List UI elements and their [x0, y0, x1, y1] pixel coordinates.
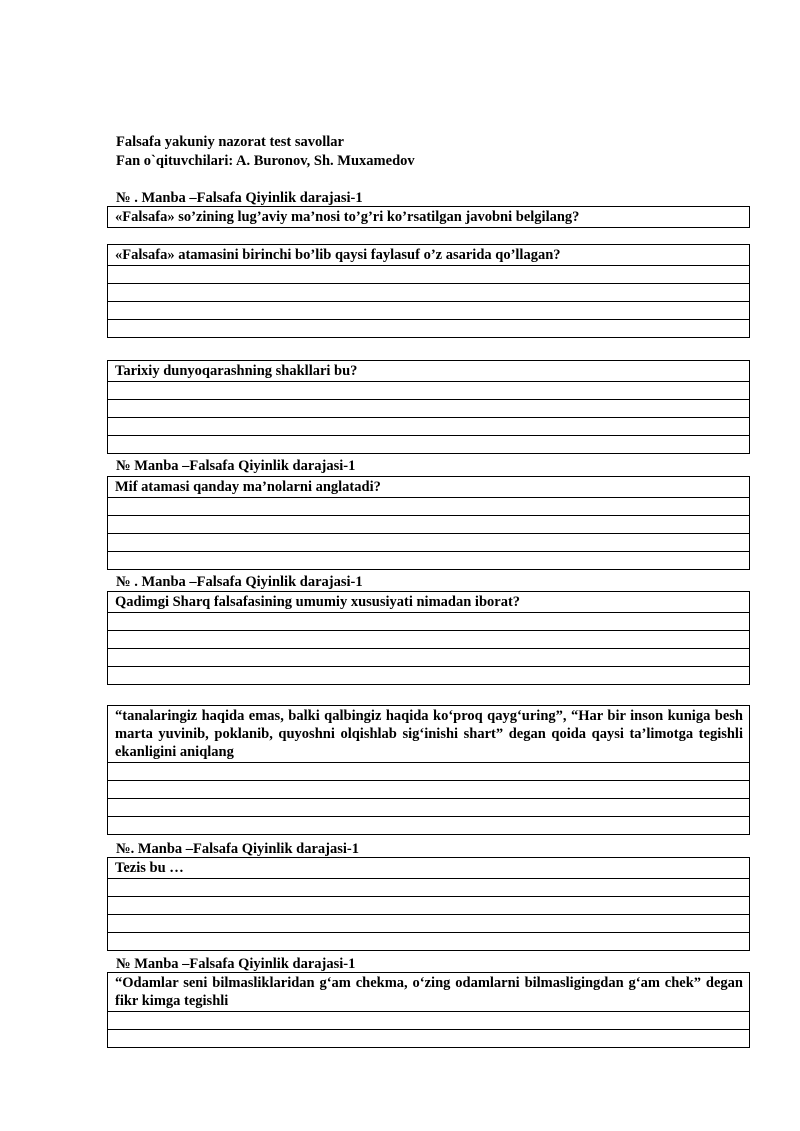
answer-cell	[108, 817, 750, 835]
answer-cell	[108, 534, 750, 552]
answer-cell	[108, 897, 750, 915]
question-table	[107, 476, 750, 570]
answer-cell	[108, 763, 750, 781]
answer-cell	[108, 400, 750, 418]
answer-cell	[108, 879, 750, 897]
question-text: Tarixiy dunyoqarashning shakllari bu?	[108, 361, 750, 382]
answer-cell	[108, 799, 750, 817]
answer-cell	[108, 631, 750, 649]
teachers-line: Fan o`qituvchilari: A. Buronov, Sh. Muxamedov	[116, 153, 415, 169]
answer-cell	[108, 418, 750, 436]
answer-cell	[108, 667, 750, 685]
answer-cell	[108, 302, 750, 320]
question-text: “Odamlar seni bilmasliklaridan g‘am chekma, o‘zing odamlarni bilmasligingdan g‘am chek” degan fikr kimga tegishli	[108, 973, 750, 1012]
question-table	[107, 591, 750, 685]
answer-cell	[108, 320, 750, 338]
answer-cell	[108, 933, 750, 951]
answer-cell	[108, 613, 750, 631]
section-label: № . Manba –Falsafa Qiyinlik darajasi-1	[116, 574, 363, 590]
section-label: №. Manba –Falsafa Qiyinlik darajasi-1	[116, 841, 359, 857]
answer-cell	[108, 516, 750, 534]
question-text: “tanalaringiz haqida emas, balki qalbingiz haqida ko‘proq qayg‘uring”, “Har bir inson kuniga besh marta yuvinib, poklanib, quyoshni olqishlab sig‘inishi shart” degan qoida qaysi ta’limotga tegishli ekanligini aniqlang	[108, 706, 750, 763]
question-text: Mif atamasi qanday ma’nolarni anglatadi?	[108, 477, 750, 498]
question-text: Qadimgi Sharq falsafasining umumiy xususiyati nimadan iborat?	[108, 592, 750, 613]
answer-cell	[108, 436, 750, 454]
answer-cell	[108, 552, 750, 570]
answer-cell	[108, 1030, 750, 1048]
document-header	[116, 133, 415, 171]
answer-cell	[108, 781, 750, 799]
answer-cell	[108, 266, 750, 284]
answer-cell	[108, 284, 750, 302]
question-text: Tezis bu …	[108, 858, 750, 879]
answer-cell	[108, 1012, 750, 1030]
answer-cell	[108, 498, 750, 516]
question-table	[107, 360, 750, 454]
question-text: «Falsafa» atamasini birinchi bo’lib qaysi faylasuf o’z asarida qo’llagan?	[108, 245, 750, 266]
answer-cell	[108, 382, 750, 400]
section-label: № Manba –Falsafa Qiyinlik darajasi-1	[116, 956, 356, 972]
question-table	[107, 972, 750, 1048]
answer-cell	[108, 649, 750, 667]
section-label: № Manba –Falsafa Qiyinlik darajasi-1	[116, 458, 356, 474]
answer-cell	[108, 915, 750, 933]
question-table	[107, 244, 750, 338]
question-table	[107, 206, 750, 228]
section-label: № . Manba –Falsafa Qiyinlik darajasi-1	[116, 190, 363, 206]
question-table	[107, 705, 750, 835]
question-table	[107, 857, 750, 951]
question-text: «Falsafa» so’zining lug’aviy ma’nosi to’g’ri ko’rsatilgan javobni belgilang?	[108, 207, 750, 228]
document-title: Falsafa yakuniy nazorat test savollar	[116, 134, 344, 150]
